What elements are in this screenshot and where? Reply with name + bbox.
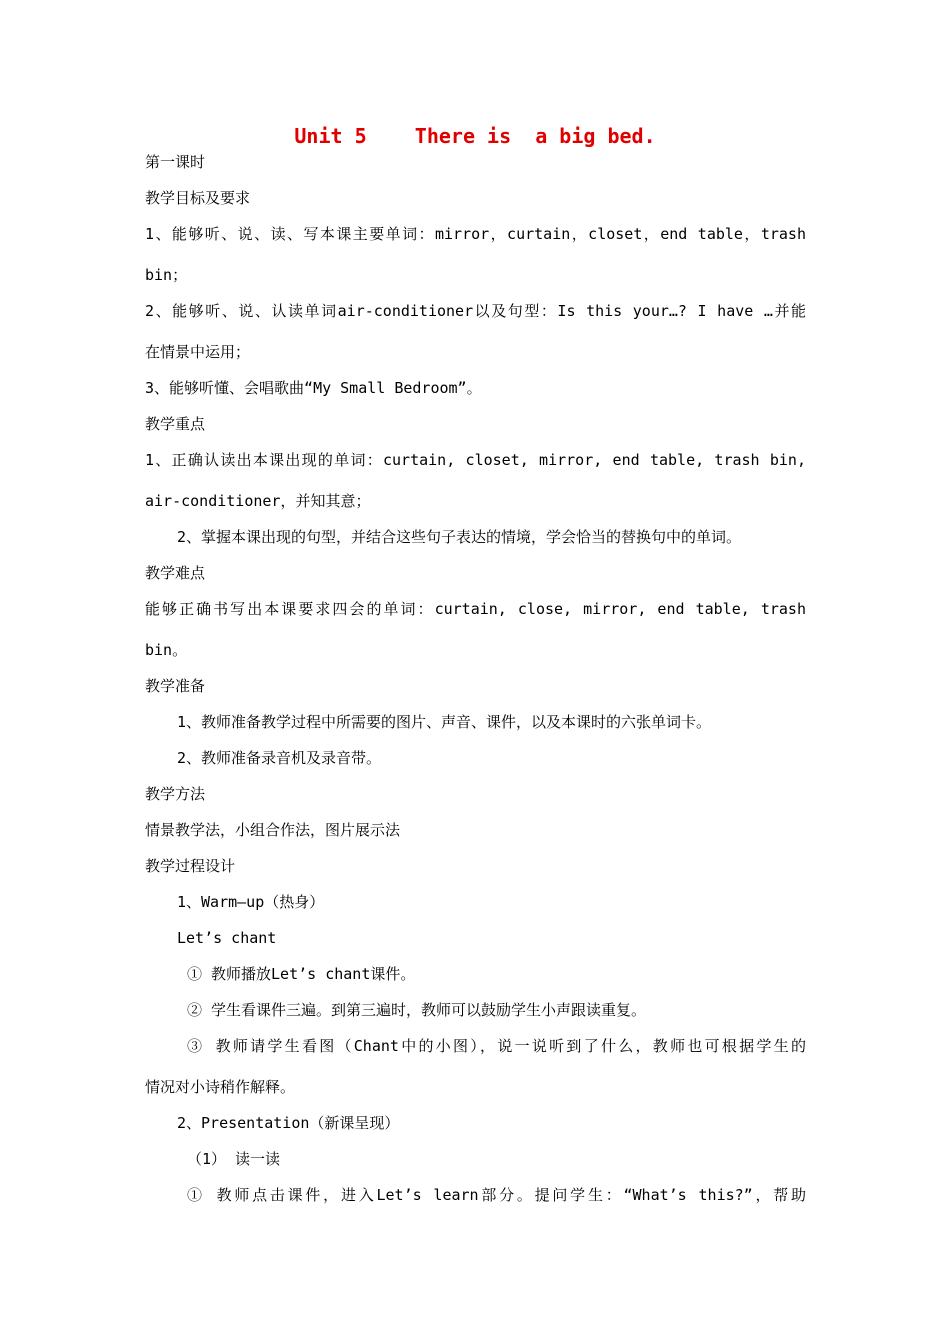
step-warm-up: 1、Warm—up（热身）	[177, 893, 325, 911]
objective-1: 1、能够听、说、读、写本课主要单词：mirror，curtain，closet，end table，trash	[145, 225, 806, 243]
difficulty-1: 能够正确书写出本课要求四会的单词：curtain, close, mirror, end table, trash	[145, 600, 806, 618]
presentation-substep-read: （1） 读一读	[187, 1150, 281, 1168]
objective-2: 2、能够听、说、认读单词air-conditioner以及句型：Is this your…? I have …并能	[145, 302, 806, 320]
section-heading-preparation: 教学准备	[145, 677, 206, 695]
chant-step-2: ② 学生看课件三遍。到第三遍时，教师可以鼓励学生小声跟读重复。	[187, 1001, 647, 1019]
preparation-1: 1、教师准备教学过程中所需要的图片、声音、课件，以及本课时的六张单词卡。	[177, 713, 712, 731]
section-heading-key-points: 教学重点	[145, 415, 206, 433]
key-point-2: 2、掌握本课出现的句型，并结合这些句子表达的情境，学会恰当的替换句中的单词。	[177, 528, 742, 546]
section-heading-objectives: 教学目标及要求	[145, 189, 251, 207]
key-point-1: 1、正确认读出本课出现的单词：curtain, closet, mirror, end table, trash bin,	[145, 451, 806, 469]
lesson-period: 第一课时	[145, 153, 206, 171]
objective-2-continued: 在情景中运用；	[145, 343, 251, 361]
chant-step-1: ① 教师播放Let’s chant课件。	[187, 965, 416, 983]
objective-1-continued: bin；	[145, 266, 188, 284]
methods-text: 情景教学法，小组合作法，图片展示法	[145, 821, 401, 839]
step-lets-chant: Let’s chant	[177, 929, 277, 947]
chant-step-3-continued: 情况对小诗稍作解释。	[145, 1078, 296, 1096]
chant-step-3: ③ 教师请学生看图（Chant中的小图），说一说听到了什么，教师也可根据学生的	[187, 1037, 806, 1055]
section-heading-difficulties: 教学难点	[145, 564, 206, 582]
difficulty-1-continued: bin。	[145, 641, 188, 659]
key-point-1-continued: air-conditioner，并知其意；	[145, 492, 371, 510]
objective-3: 3、能够听懂、会唱歌曲“My Small Bedroom”。	[145, 379, 482, 397]
presentation-step-1: ① 教师点击课件，进入Let’s learn部分。提问学生：“What’s this?”，帮助	[187, 1186, 806, 1204]
document-title: Unit 5 There is a big bed.	[294, 124, 656, 148]
section-heading-methods: 教学方法	[145, 785, 206, 803]
step-presentation: 2、Presentation（新课呈现）	[177, 1114, 400, 1132]
section-heading-process: 教学过程设计	[145, 857, 236, 875]
preparation-2: 2、教师准备录音机及录音带。	[177, 749, 382, 767]
